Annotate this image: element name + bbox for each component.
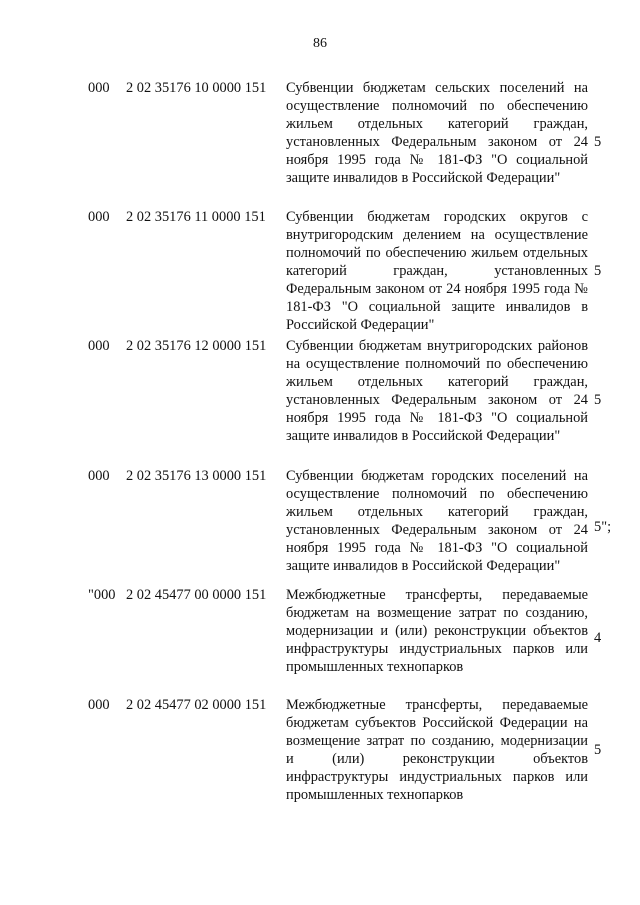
income-description: Субвенции бюджетам внутригородских районов на осуществление полномочий по обеспечению жильем отдельных категорий граждан, установленных Федеральным законом от 24 ноября 1995 года № 181-ФЗ "О социальной защите инвалидов в Российской Федерации": [286, 338, 588, 444]
budget-classification-code: 2 02 45477 02 0000 151: [126, 697, 267, 713]
budget-classification-code: 2 02 35176 11 0000 151: [126, 209, 266, 225]
income-description: Межбюджетные трансферты, передаваемые бюджетам на возмещение затрат по созданию, модернизации и (или) реконструкции объектов инфраструктуры индустриальных парков или промышленных технопарков: [286, 587, 588, 675]
row-value: 5: [594, 263, 602, 279]
budget-classification-code: 2 02 35176 12 0000 151: [126, 338, 267, 354]
admin-code: 000: [88, 697, 110, 713]
page-number: 86: [313, 36, 327, 51]
row-value: 5: [594, 742, 602, 758]
income-description: Межбюджетные трансферты, передаваемые бюджетам субъектов Российской Федерации на возмещение затрат по созданию, модернизации и (или) реконструкции объектов инфраструктуры индустриальных парков или промышленных технопарков: [286, 697, 588, 803]
admin-code: 000: [88, 338, 110, 354]
budget-classification-code: 2 02 35176 10 0000 151: [126, 80, 267, 96]
admin-code: "000: [88, 587, 116, 603]
income-description: Субвенции бюджетам городских поселений на осуществление полномочий по обеспечению жильем отдельных категорий граждан, установленных Федеральным законом от 24 ноября 1995 года № 181-ФЗ "О социальной защите инвалидов в Российской Федерации": [286, 468, 588, 574]
income-description: Субвенции бюджетам городских округов с внутригородским делением на осуществление полномочий по обеспечению жильем отдельных категорий граждан, установленных Федеральным законом от 24 ноября 1995 года № 181-ФЗ "О социальной защите инвалидов в Российской Федерации": [286, 209, 588, 333]
income-description: Субвенции бюджетам сельских поселений на осуществление полномочий по обеспечению жильем отдельных категорий граждан, установленных Федеральным законом от 24 ноября 1995 года № 181-ФЗ "О социальной защите инвалидов в Российской Федерации": [286, 80, 588, 186]
row-value: 5: [594, 134, 602, 150]
budget-classification-code: 2 02 35176 13 0000 151: [126, 468, 267, 484]
budget-classification-code: 2 02 45477 00 0000 151: [126, 587, 267, 603]
admin-code: 000: [88, 80, 110, 96]
admin-code: 000: [88, 209, 110, 225]
row-value: 5";: [594, 519, 612, 535]
row-value: 5: [594, 392, 602, 408]
row-value: 4: [594, 630, 602, 646]
admin-code: 000: [88, 468, 110, 484]
